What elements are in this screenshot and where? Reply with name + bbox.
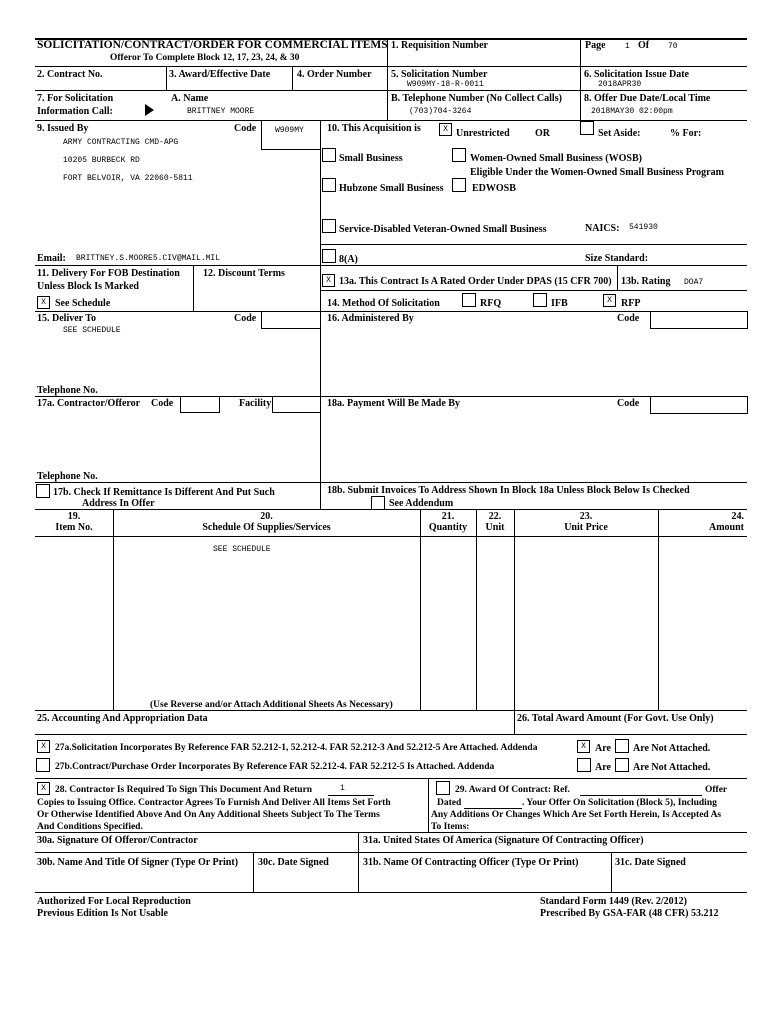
see-schedule-label: See Schedule [55, 298, 111, 309]
clause-27b-text: 27b.Contract/Purchase Order Incorporates By Reference FAR 52.212-4. FAR 52.212-5 Is Attached. Addenda [55, 762, 495, 772]
ifb-label: IFB [551, 298, 568, 309]
block-28-checkbox[interactable]: X [37, 782, 50, 795]
arrow-right-icon [145, 104, 154, 116]
block-28-line-1: 28. Contractor Is Required To Sign This Document And Return [55, 785, 313, 795]
small-business-label: Small Business [339, 153, 403, 164]
issued-address-line-2[interactable]: 10205 BURBECK RD [63, 156, 140, 165]
offeror-signature-label: 30a. Signature Of Offeror/Contractor [37, 835, 198, 846]
rated-order-checkbox[interactable]: X [322, 274, 335, 287]
solicitation-info-label-2: Information Call: [37, 106, 113, 117]
page-number: 1 [625, 42, 630, 51]
amount-header [658, 511, 744, 533]
requisition-number-label: 1. Requisition Number [391, 40, 488, 51]
hubzone-checkbox[interactable] [322, 178, 336, 192]
quantity-header [420, 511, 476, 533]
clause-27b-are-label: Are [595, 762, 611, 773]
delivery-fob-label: 11. Delivery For FOB Destination [37, 268, 180, 279]
rated-order-label: 13a. This Contract Is A Rated Order Under DPAS (15 CFR 700) [339, 276, 612, 287]
footer-reproduction: Authorized For Local Reproduction [37, 896, 191, 907]
issued-code-value[interactable]: W909MY [275, 126, 304, 135]
item-no-text: Item No. [55, 522, 93, 533]
solicitation-number-label: 5. Solicitation Number [391, 69, 488, 80]
deliver-code-label: Code [234, 313, 257, 324]
edwosb-checkbox[interactable] [452, 178, 466, 192]
size-standard-label: Size Standard: [585, 253, 649, 264]
email-label: Email: [37, 253, 66, 264]
block-29-line-2: . Your Offer On Solicitation (Block 5), Including [522, 798, 717, 808]
unit-price-number: 23. [579, 511, 593, 522]
supplies-header [113, 511, 420, 533]
rfq-checkbox[interactable] [462, 293, 476, 307]
supplies-number: 20. [260, 511, 273, 522]
method-label: 14. Method Of Solicitation [327, 298, 440, 309]
invoice-label: 18b. Submit Invoices To Address Shown In Block 18a Unless Block Below Is Checked [327, 485, 690, 496]
name-label: A. Name [171, 93, 209, 104]
wosb-label: Women-Owned Small Business (WOSB) [470, 153, 642, 164]
block-28-copies[interactable]: 1 [340, 784, 345, 793]
page-label: Page [585, 40, 606, 51]
amount-text: Amount [708, 522, 744, 533]
block-29-line-3: Any Additions Or Changes Which Are Set Forth Herein, Is Accepted As [431, 810, 722, 820]
contract-no-label: 2. Contract No. [37, 69, 103, 80]
rating-value[interactable]: DOA7 [684, 278, 704, 287]
block-29-checkbox[interactable] [436, 781, 450, 795]
payment-code-box [650, 396, 748, 414]
small-business-checkbox[interactable] [322, 148, 336, 162]
unit-header [476, 511, 514, 533]
admin-code-box [650, 311, 748, 329]
clause-27a-are-checkbox[interactable]: X [577, 740, 590, 753]
block-29-line-4: To Items: [431, 822, 470, 832]
item-no-number: 19. [67, 511, 81, 522]
remittance-label: 17b. Check If Remittance Is Different And Put Such [53, 487, 275, 498]
accounting-label: 25. Accounting And Appropriation Data [37, 713, 208, 724]
remittance-checkbox[interactable] [36, 484, 50, 498]
facility-code-box[interactable] [272, 396, 321, 413]
rfp-checkbox[interactable]: X [603, 294, 616, 307]
sdvosb-checkbox[interactable] [322, 219, 336, 233]
clause-27b-are-checkbox[interactable] [577, 758, 591, 772]
solicitation-number-value[interactable]: W909MY-18-R-0011 [407, 80, 484, 89]
block-29-offer-label: Offer [705, 785, 728, 795]
supplies-text: Schedule Of Supplies/Services [202, 522, 331, 533]
clause-27a-are-label: Are [595, 743, 611, 754]
deliver-code-box [261, 311, 321, 329]
clause-27a-not-attached-checkbox[interactable] [615, 739, 629, 753]
wosb-checkbox[interactable] [452, 148, 466, 162]
sdvosb-label: Service-Disabled Veteran-Owned Small Business [339, 224, 547, 235]
unit-price-text: Unit Price [564, 522, 608, 533]
officer-date-label: 31c. Date Signed [615, 857, 686, 868]
officer-name-label: 31b. Name Of Contracting Officer (Type Or Print) [363, 857, 579, 868]
offer-due-value[interactable]: 2018MAY30 02:00pm [591, 107, 673, 116]
admin-code-label: Code [617, 313, 640, 324]
acquisition-label: 10. This Acquisition is [327, 123, 421, 134]
quantity-text: Quantity [428, 522, 468, 533]
quantity-number: 21. [441, 511, 455, 522]
page-of-label: Of [638, 40, 650, 51]
deliver-to-value[interactable]: SEE SCHEDULE [63, 326, 121, 335]
item-no-header [35, 511, 113, 533]
amount-number: 24. [731, 511, 744, 522]
footer-standard-form: Standard Form 1449 (Rev. 2/2012) [540, 896, 687, 907]
signer-name-label: 30b. Name And Title Of Signer (Type Or Print) [37, 857, 239, 868]
edwosb-label: EDWOSB [472, 183, 516, 194]
block-28-line-2: Copies to Issuing Office. Contractor Agrees To Furnish And Deliver All Items Set Forth [37, 798, 391, 808]
unrestricted-label: Unrestricted [456, 128, 510, 139]
naics-label: NAICS: [585, 223, 620, 234]
contractor-label: 17a. Contractor/Offeror [37, 398, 141, 409]
email-value[interactable]: BRITTNEY.S.MOORE5.CIV@MAIL.MIL [76, 254, 221, 263]
issued-address-line-1[interactable]: ARMY CONTRACTING CMD-APG [63, 138, 179, 147]
discount-terms-label: 12. Discount Terms [203, 268, 285, 279]
see-addendum-label: See Addendum [389, 498, 454, 509]
rating-label: 13b. Rating [621, 276, 671, 287]
form-subtitle: Offeror To Complete Block 12, 17, 23, 24, & 30 [110, 53, 300, 63]
set-aside-checkbox[interactable] [580, 121, 594, 135]
issued-address-line-3[interactable]: FORT BELVOIR, VA 22060-5811 [63, 174, 193, 183]
solicitation-info-label: 7. For Solicitation [37, 93, 114, 104]
footer-prescribed-by: Prescribed By GSA-FAR (48 CFR) 53.212 [540, 908, 719, 919]
issued-by-label: 9. Issued By [37, 123, 89, 134]
remittance-label-2: Address In Offer [82, 498, 155, 509]
block-29-dated-label: Dated [437, 798, 462, 808]
telephone-no-label: Telephone No. [37, 385, 98, 396]
contractor-code-label: Code [151, 398, 174, 409]
payment-code-label: Code [617, 398, 640, 409]
schedule-footnote: (Use Reverse and/or Attach Additional Sheets As Necessary) [150, 700, 393, 710]
order-number-label: 4. Order Number [297, 69, 372, 80]
or-label: OR [535, 128, 550, 139]
clause-27b-checkbox[interactable] [36, 758, 50, 772]
hubzone-label: Hubzone Small Business [339, 183, 444, 194]
unrestricted-checkbox[interactable]: X [439, 123, 452, 136]
see-schedule-checkbox[interactable]: X [37, 296, 50, 309]
offer-due-label: 8. Offer Due Date/Local Time [584, 93, 711, 104]
unit-number: 22. [488, 511, 502, 522]
unit-price-header [514, 511, 658, 533]
copies-underline [328, 795, 374, 796]
deliver-to-label: 15. Deliver To [37, 313, 96, 324]
wosb-program-label: Eligible Under the Women-Owned Small Business Program [470, 167, 724, 178]
8a-checkbox[interactable] [322, 249, 336, 263]
block-28-line-4: And Conditions Specified. [37, 822, 143, 832]
contractor-telephone-label: Telephone No. [37, 471, 98, 482]
issued-code-box [261, 120, 321, 150]
contractor-code-box[interactable] [180, 396, 220, 413]
officer-signature-label: 31a. United States Of America (Signature Of Contracting Officer) [363, 835, 644, 846]
payment-label: 18a. Payment Will Be Made By [327, 398, 460, 409]
naics-value[interactable]: 541930 [629, 223, 658, 232]
signer-date-label: 30c. Date Signed [258, 857, 329, 868]
clause-27a-checkbox[interactable]: X [37, 740, 50, 753]
telephone-label: B. Telephone Number (No Collect Calls) [391, 93, 562, 104]
form-title: SOLICITATION/CONTRACT/ORDER FOR COMMERCIAL ITEMS [37, 39, 388, 51]
clause-27a-not-attached-label: Are Not Attached. [633, 743, 711, 754]
ifb-checkbox[interactable] [533, 293, 547, 307]
percent-for-label: % For: [670, 128, 702, 139]
block-29-line-1: 29. Award Of Contract: Ref. [455, 785, 570, 795]
delivery-fob-label-2: Unless Block Is Marked [37, 281, 139, 292]
contact-name-value[interactable]: BRITTNEY MOORE [187, 107, 255, 116]
unit-text: Unit [485, 522, 505, 533]
award-date-label: 3. Award/Effective Date [169, 69, 271, 80]
facility-label: Facility [239, 398, 272, 409]
issue-date-label: 6. Solicitation Issue Date [584, 69, 689, 80]
ref-underline [580, 795, 702, 796]
page-total: 70 [668, 42, 678, 51]
clause-27b-not-attached-checkbox[interactable] [615, 758, 629, 772]
clause-27b-not-attached-label: Are Not Attached. [633, 762, 711, 773]
administered-by-label: 16. Administered By [327, 313, 414, 324]
issued-code-label: Code [234, 123, 257, 134]
telephone-value[interactable]: (703)704-3264 [409, 107, 472, 116]
set-aside-label: Set Aside: [598, 128, 641, 139]
block-28-line-3: Or Otherwise Identified Above And On Any Additional Sheets Subject To The Terms [37, 810, 380, 820]
dated-underline [464, 808, 522, 809]
schedule-body[interactable]: SEE SCHEDULE [213, 545, 271, 554]
rfp-label: RFP [621, 298, 641, 309]
clause-27a-text: 27a.Solicitation Incorporates By Reference FAR 52.212-1, 52.212-4. FAR 52.212-3 And 52.212-5 Are Attached. Addenda [55, 743, 538, 753]
rfq-label: RFQ [480, 298, 502, 309]
addendum-checkbox[interactable] [371, 496, 385, 510]
8a-label: 8(A) [339, 254, 358, 265]
total-award-label: 26. Total Award Amount (For Govt. Use Only) [517, 713, 714, 724]
footer-previous-edition: Previous Edition Is Not Usable [37, 908, 168, 919]
issue-date-value[interactable]: 2018APR30 [598, 80, 642, 89]
